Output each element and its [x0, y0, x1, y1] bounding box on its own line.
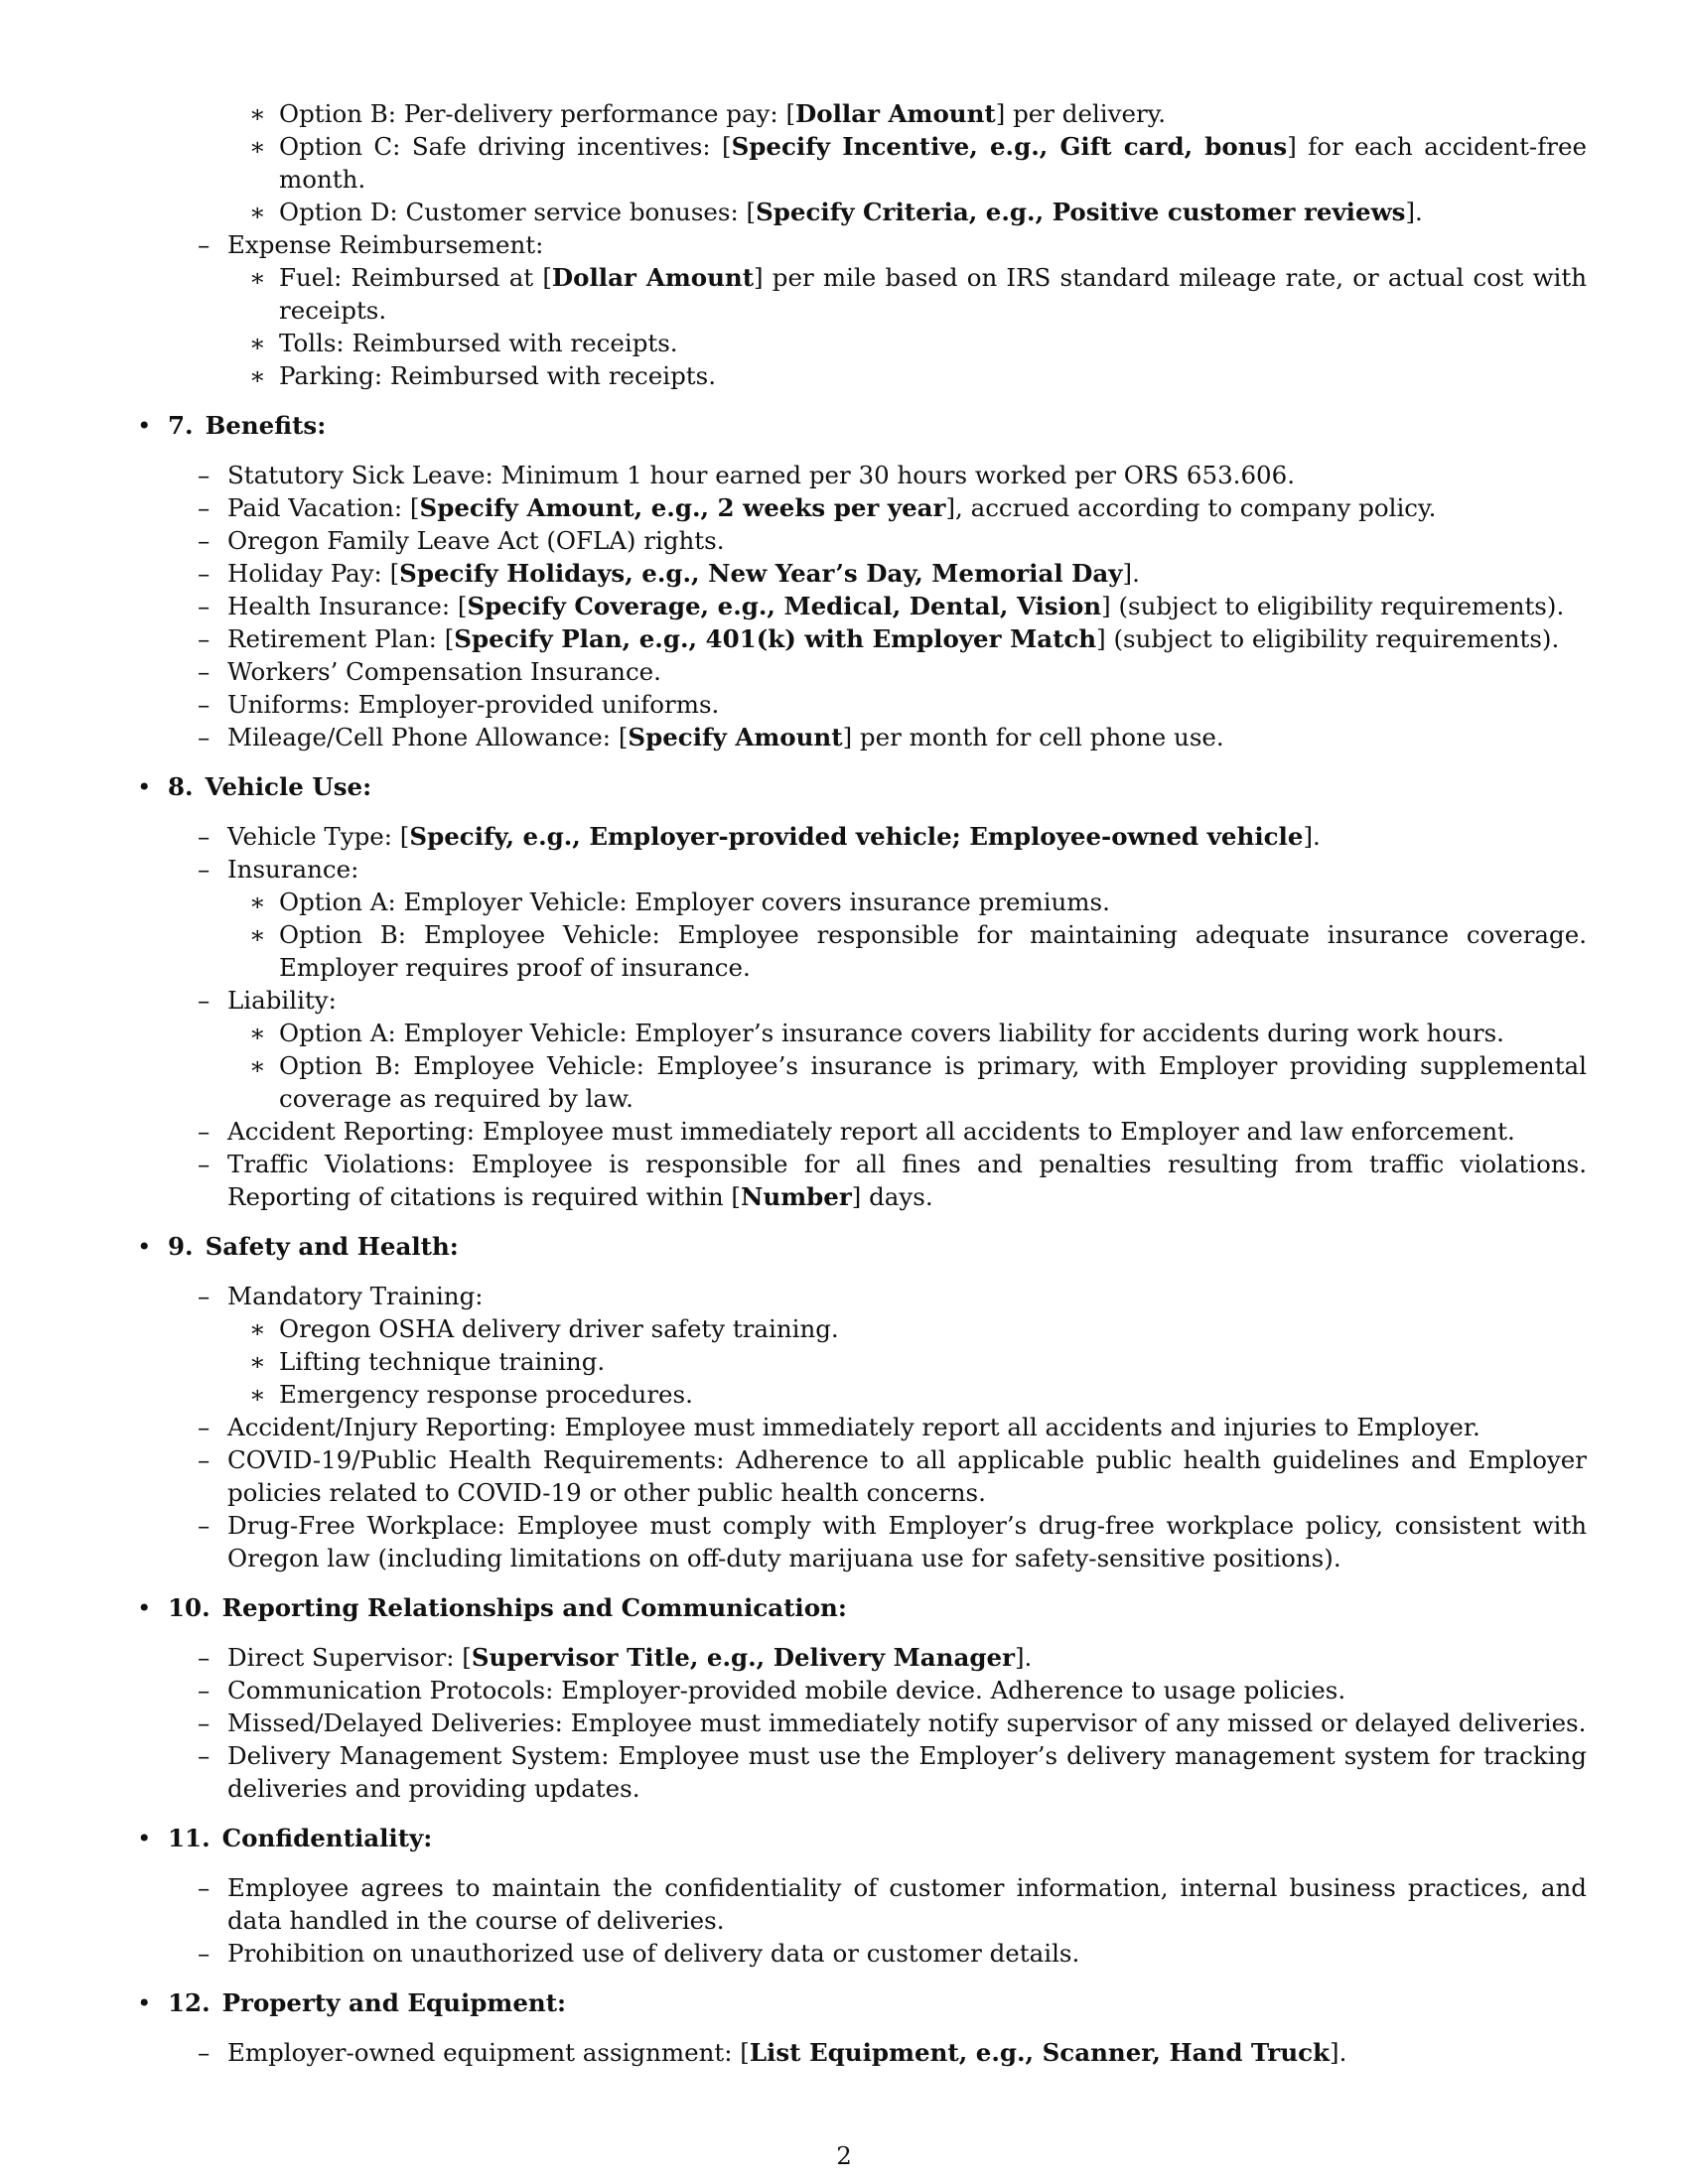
dash-marker: –	[198, 822, 211, 851]
list-item-osha-training: ∗ Oregon OSHA delivery driver safety training.	[249, 1314, 839, 1343]
dash-marker: –	[198, 1511, 211, 1540]
bullet-marker: •	[137, 772, 152, 801]
dash-marker: –	[198, 1282, 211, 1310]
list-item-insurance: – Insurance:	[198, 855, 359, 884]
list-item-traffic-violations: – Traffic Violations: Employee is responsible for all fines and penalties resulting from traffic violations. Reporting of citations is required within [Number] days.	[198, 1150, 1587, 1211]
dash-marker: –	[198, 2038, 211, 2067]
section-heading-benefits: • 7. Benefits:	[137, 411, 327, 440]
dash-marker: –	[198, 1150, 211, 1178]
asterisk-marker: ∗	[249, 887, 266, 916]
section-heading-property-equipment: • 12. Property and Equipment:	[137, 1988, 567, 2017]
list-item-liability-option-b: ∗ Option B: Employee Vehicle: Employee’s insurance is primary, with Employer providing supplemental coverage as required by law.	[249, 1051, 1587, 1113]
dash-marker: –	[198, 1445, 211, 1474]
list-item-insurance-option-b: ∗ Option B: Employee Vehicle: Employee responsible for maintaining adequate insurance coverage. Employer requires proof of insurance.	[249, 920, 1587, 982]
asterisk-marker: ∗	[249, 1347, 266, 1376]
asterisk-marker: ∗	[249, 920, 266, 949]
asterisk-marker: ∗	[249, 361, 266, 390]
section-heading-reporting-relationships: • 10. Reporting Relationships and Communication:	[137, 1593, 847, 1622]
dash-marker: –	[198, 592, 211, 620]
dash-marker: –	[198, 1676, 211, 1705]
dash-marker: –	[198, 855, 211, 884]
list-item-drug-free-workplace: – Drug-Free Workplace: Employee must comply with Employer’s drug-free workplace policy, consistent with Oregon law (including limitations on off-duty marijuana use for safety-sensitive positions).	[198, 1511, 1587, 1572]
dash-marker: –	[198, 690, 211, 719]
asterisk-marker: ∗	[249, 99, 266, 128]
dash-marker: –	[198, 723, 211, 751]
asterisk-marker: ∗	[249, 198, 266, 226]
list-item-liability-option-a: ∗ Option A: Employer Vehicle: Employer’s insurance covers liability for accidents during work hours.	[249, 1019, 1504, 1047]
bullet-marker: •	[137, 411, 152, 440]
asterisk-marker: ∗	[249, 132, 266, 161]
dash-marker: –	[198, 657, 211, 686]
list-item-missed-deliveries: – Missed/Delayed Deliveries: Employee must immediately notify supervisor of any missed or delayed deliveries.	[198, 1708, 1587, 1737]
asterisk-marker: ∗	[249, 1380, 266, 1409]
list-item-paid-vacation: – Paid Vacation: [Specify Amount, e.g., 2 weeks per year], accrued according to company policy.	[198, 493, 1437, 522]
bullet-marker: •	[137, 1232, 152, 1261]
list-item-liability: – Liability:	[198, 986, 337, 1015]
list-item-cell-allowance: – Mileage/Cell Phone Allowance: [Specify Amount] per month for cell phone use.	[198, 723, 1224, 751]
list-item-holiday-pay: – Holiday Pay: [Specify Holidays, e.g., New Year’s Day, Memorial Day].	[198, 559, 1140, 588]
list-item-lifting-training: ∗ Lifting technique training.	[249, 1347, 606, 1376]
dash-marker: –	[198, 559, 211, 588]
asterisk-marker: ∗	[249, 1019, 266, 1047]
asterisk-marker: ∗	[249, 1051, 266, 1080]
list-item-mandatory-training: – Mandatory Training:	[198, 1282, 484, 1310]
list-item-option-b-performance-pay: ∗ Option B: Per-delivery performance pay: [Dollar Amount] per delivery.	[249, 99, 1167, 128]
list-item-communication-protocols: – Communication Protocols: Employer-provided mobile device. Adherence to usage policies.	[198, 1676, 1346, 1705]
dash-marker: –	[198, 493, 211, 522]
list-item-equipment-assignment: – Employer-owned equipment assignment: [List Equipment, e.g., Scanner, Hand Truck].	[198, 2038, 1347, 2067]
asterisk-marker: ∗	[249, 1314, 266, 1343]
list-item-fuel: ∗ Fuel: Reimbursed at [Dollar Amount] per mile based on IRS standard mileage rate, or actual cost with receipts.	[249, 263, 1588, 325]
bullet-marker: •	[137, 1593, 152, 1622]
list-item-delivery-management-system: – Delivery Management System: Employee must use the Employer’s delivery management system for tracking deliveries and providing updates.	[198, 1741, 1587, 1803]
document-body	[0, 97, 1688, 2069]
bullet-marker: •	[137, 1988, 152, 2017]
list-item-unauthorized-use: – Prohibition on unauthorized use of delivery data or customer details.	[198, 1939, 1080, 1968]
list-item-insurance-option-a: ∗ Option A: Employer Vehicle: Employer covers insurance premiums.	[249, 887, 1110, 916]
list-item-confidentiality-agreement: – Employee agrees to maintain the confidentiality of customer information, internal business practices, and data handled in the course of deliveries.	[198, 1873, 1587, 1935]
dash-marker: –	[198, 1117, 211, 1146]
list-item-injury-reporting: – Accident/Injury Reporting: Employee must immediately report all accidents and injuries to Employer.	[198, 1413, 1480, 1441]
dash-marker: –	[198, 986, 211, 1015]
asterisk-marker: ∗	[249, 329, 266, 357]
dash-marker: –	[198, 1873, 211, 1902]
list-item-direct-supervisor: – Direct Supervisor: [Supervisor Title, e.g., Delivery Manager].	[198, 1643, 1033, 1672]
list-item-retirement-plan: – Retirement Plan: [Specify Plan, e.g., 401(k) with Employer Match] (subject to eligibility requirements).	[198, 624, 1560, 653]
dash-marker: –	[198, 1741, 211, 1770]
list-item-parking: ∗ Parking: Reimbursed with receipts.	[249, 361, 716, 390]
list-item-option-c-safe-driving: ∗ Option C: Safe driving incentives: [Specify Incentive, e.g., Gift card, bonus] for each accident-free month.	[249, 132, 1587, 194]
page-number: 2	[836, 2141, 852, 2170]
section-heading-confidentiality: • 11. Confidentiality:	[137, 1824, 433, 1852]
list-item-ofla: – Oregon Family Leave Act (OFLA) rights.	[198, 526, 725, 555]
list-item-vehicle-type: – Vehicle Type: [Specify, e.g., Employer-provided vehicle; Employee-owned vehicle].	[198, 822, 1321, 851]
dash-marker: –	[198, 230, 211, 259]
dash-marker: –	[198, 1643, 211, 1672]
list-item-accident-reporting: – Accident Reporting: Employee must immediately report all accidents to Employer and law enforcement.	[198, 1117, 1515, 1146]
list-item-tolls: ∗ Tolls: Reimbursed with receipts.	[249, 329, 678, 357]
list-item-health-insurance: – Health Insurance: [Specify Coverage, e.g., Medical, Dental, Vision] (subject to eligibility requirements).	[198, 592, 1565, 620]
dash-marker: –	[198, 526, 211, 555]
section-heading-vehicle-use: • 8. Vehicle Use:	[137, 772, 372, 801]
section-heading-safety-health: • 9. Safety and Health:	[137, 1232, 459, 1261]
dash-marker: –	[198, 1413, 211, 1441]
bullet-marker: •	[137, 1824, 152, 1852]
dash-marker: –	[198, 1708, 211, 1737]
dash-marker: –	[198, 1939, 211, 1968]
list-item-expense-reimbursement: – Expense Reimbursement:	[198, 230, 544, 259]
list-item-uniforms: – Uniforms: Employer-provided uniforms.	[198, 690, 720, 719]
dash-marker: –	[198, 461, 211, 489]
list-item-covid-requirements: – COVID-19/Public Health Requirements: Adherence to all applicable public health guidelines and Employer policies related to COVID-19 or other public health concerns.	[198, 1445, 1587, 1507]
list-item-workers-comp: – Workers’ Compensation Insurance.	[198, 657, 661, 686]
list-item-option-d-customer-service: ∗ Option D: Customer service bonuses: [Specify Criteria, e.g., Positive customer reviews].	[249, 198, 1423, 226]
asterisk-marker: ∗	[249, 263, 266, 292]
dash-marker: –	[198, 624, 211, 653]
list-item-emergency-procedures: ∗ Emergency response procedures.	[249, 1380, 693, 1409]
list-item-sick-leave: – Statutory Sick Leave: Minimum 1 hour earned per 30 hours worked per ORS 653.606.	[198, 461, 1296, 489]
